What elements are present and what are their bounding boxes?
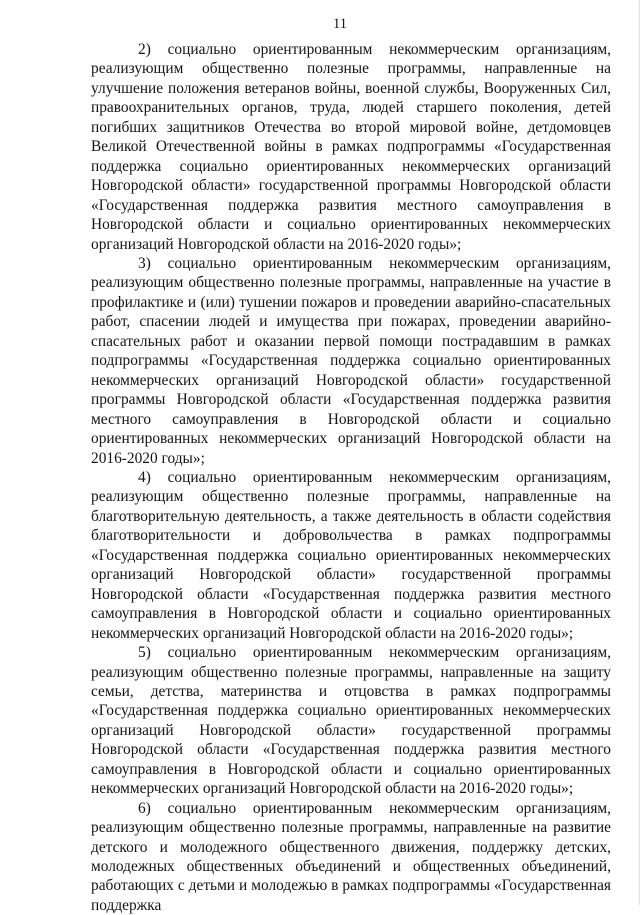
document-body (91, 40, 611, 915)
paragraph-item-4: 4) социально ориентированным некоммерческим организациям, реализующим общественно полезные программы, направленные на благотворительную деятельность, а также деятельность в области содействия благотворительности и добровольчества в рамках подпрограммы «Государственная поддержка социально ориентированных некоммерческих организаций Новгородской области» государственной программы Новгородской области «Государственная поддержка развития местного самоуправления в Новгородской области и социально ориентированных некоммерческих организаций Новгородской области на 2016-2020 годы»; (91, 468, 611, 642)
paragraph-item-2: 2) социально ориентированным некоммерческим организациям, реализующим общественно полезные программы, направленные на улучшение положения ветеранов войны, военной службы, Вооруженных Сил, правоохранительных органов, труда, людей старшего поколения, детей погибших защитников Отечества во второй мировой войне, детдомовцев Великой Отечественной войны в рамках подпрограммы «Государственная поддержка социально ориентированных некоммерческих организаций Новгородской области» государственной программы Новгородской области «Государственная поддержка развития местного самоуправления в Новгородской области и социально ориентированных некоммерческих организаций Новгородской области на 2016-2020 годы»; (91, 41, 611, 253)
page-number: 11 (333, 16, 347, 32)
paragraph-item-3: 3) социально ориентированным некоммерческим организациям, реализующим общественно полезные программы, направленные на участие в профилактике и (или) тушении пожаров и проведении аварийно-спасательных работ, спасении людей и имущества при пожарах, проведении аварийно-спасательных работ и оказании первой помощи пострадавшим в рамках подпрограммы «Государственная поддержка социально ориентированных некоммерческих организаций Новгородской области» государственной программы Новгородской области «Государственная поддержка развития местного самоуправления в Новгородской области и социально ориентированных некоммерческих организаций Новгородской области на 2016-2020 годы»; (91, 254, 611, 467)
paragraph-item-6: 6) социально ориентированным некоммерческим организациям, реализующим общественно полезные программы, направленные на развитие детского и молодежного общественного движения, поддержку детских, молодежных общественных объединений и общественных объединений, работающих с детьми и молодежью в рамках подпрограммы «Государственная поддержка (91, 799, 611, 914)
paragraph-item-5: 5) социально ориентированным некоммерческим организациям, реализующим общественно полезные программы, направленные на защиту семьи, детства, материнства и отцовства в рамках подпрограммы «Государственная поддержка социально ориентированных некоммерческих организаций Новгородской области» государственной программы Новгородской области «Государственная поддержка развития местного самоуправления в Новгородской области и социально ориентированных некоммерческих организаций Новгородской области на 2016-2020 годы»; (91, 644, 611, 798)
